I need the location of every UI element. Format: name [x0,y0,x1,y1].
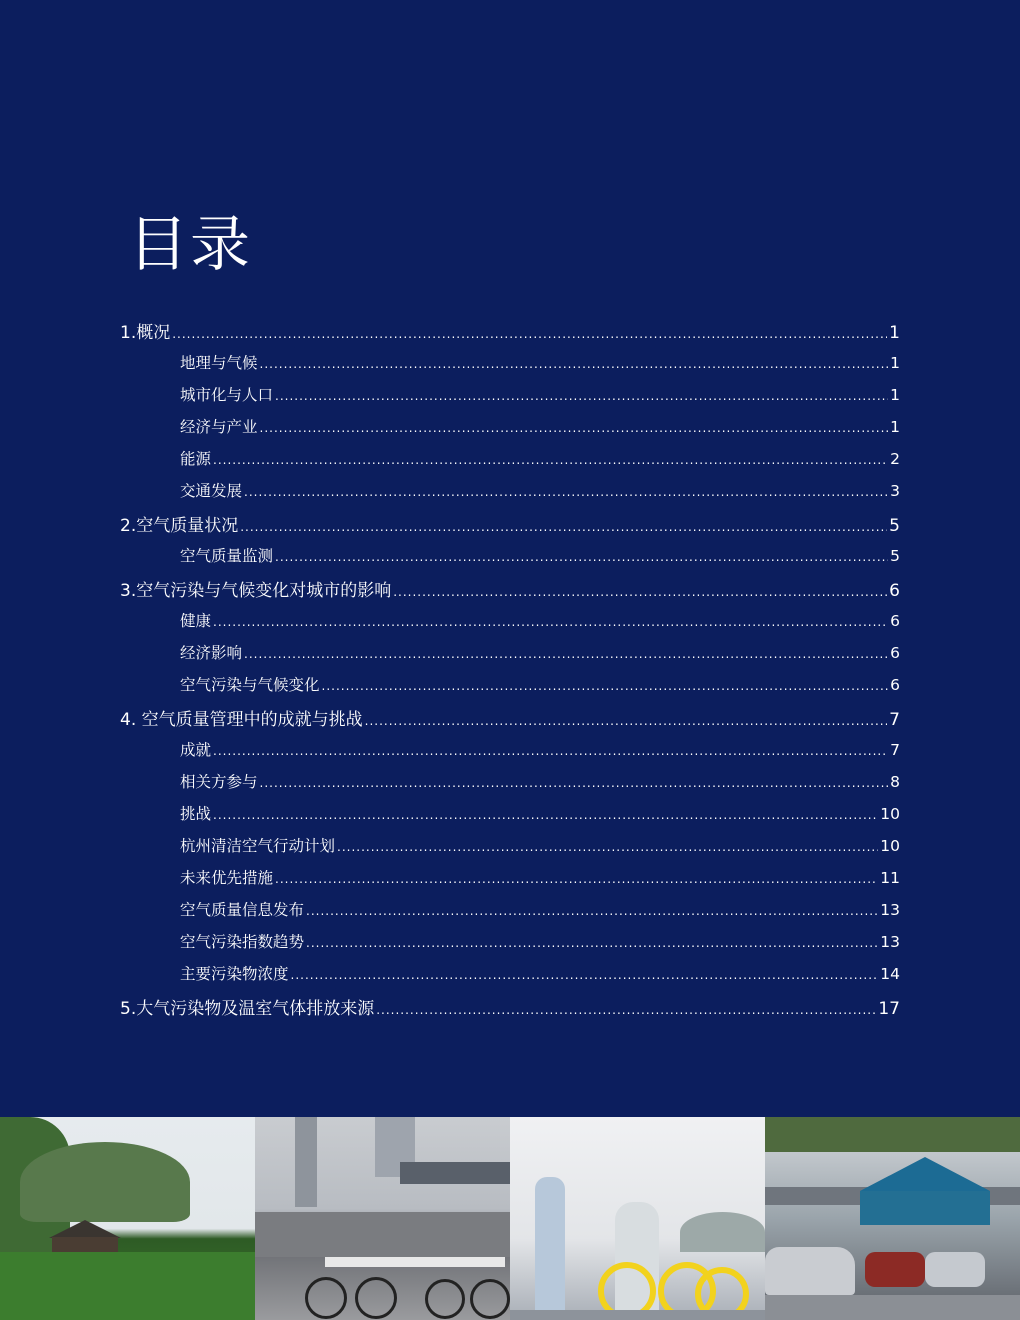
toc-entry[interactable] [120,351,900,383]
toc-dot-leader [260,421,889,435]
toc-entry[interactable] [120,576,900,609]
toc-entry[interactable] [120,511,900,544]
toc-dot-leader [393,585,887,599]
page-title: 目录 [128,210,252,280]
toc-entry-page: 3 [890,482,900,500]
toc-dot-leader [306,936,878,950]
toc-entry-page: 6 [890,612,900,630]
toc-entry-label: 1.概况 [120,323,171,343]
photo-strip [0,1117,1020,1320]
toc-entry-label: 交通发展 [180,482,243,500]
toc-entry-page: 7 [890,741,900,759]
toc-entry[interactable] [120,447,900,479]
toc-entry-page: 5 [890,547,900,565]
toc-entry[interactable] [120,834,900,866]
toc-entry-page: 17 [878,999,900,1019]
toc-entry-page: 1 [889,323,900,343]
toc-entry-label: 能源 [180,450,212,468]
bike-rental-station-photo [765,1117,1020,1320]
toc-entry-label: 主要污染物浓度 [180,965,289,983]
toc-entry-label: 经济与产业 [180,418,258,436]
toc-entry-label: 3.空气污染与气候变化对城市的影响 [120,581,392,601]
toc-dot-leader [213,615,888,629]
toc-entry-label: 健康 [180,612,212,630]
yellow-bicycles-photo [510,1117,765,1320]
lake-pavilion-photo [0,1117,255,1320]
toc-entry[interactable] [120,641,900,673]
toc-entry-label: 杭州清洁空气行动计划 [180,837,336,855]
toc-entry-page: 11 [880,869,900,887]
toc-entry-label: 空气污染与气候变化 [180,676,320,694]
toc-entry-label: 2.空气质量状况 [120,516,239,536]
toc-entry[interactable] [120,930,900,962]
toc-entry-page: 6 [890,676,900,694]
toc-entry[interactable] [120,673,900,705]
toc-entry[interactable] [120,383,900,415]
toc-dot-leader [275,872,878,886]
toc-entry-page: 6 [890,644,900,662]
toc-entry-page: 1 [890,354,900,372]
toc-entry-page: 10 [880,805,900,823]
toc-entry-page: 7 [889,710,900,730]
toc-dot-leader [365,714,888,728]
toc-entry-page: 1 [890,418,900,436]
toc-entry-label: 空气质量信息发布 [180,901,305,919]
toc-entry-label: 空气质量监测 [180,547,274,565]
toc-dot-leader [172,327,887,341]
toc-entry-label: 未来优先措施 [180,869,274,887]
toc-entry-label: 城市化与人口 [180,386,274,404]
toc-dot-leader [291,968,879,982]
toc-entry[interactable] [120,609,900,641]
toc-entry[interactable] [120,770,900,802]
toc-entry[interactable] [120,415,900,447]
toc-entry[interactable] [120,866,900,898]
toc-dot-leader [376,1003,876,1017]
toc-dot-leader [240,520,887,534]
toc-entry-label: 地理与气候 [180,354,258,372]
toc-entry-label: 经济影响 [180,644,243,662]
toc-entry-label: 相关方参与 [180,773,258,791]
toc-entry[interactable] [120,544,900,576]
toc-dot-leader [244,647,888,661]
toc-entry-page: 6 [889,581,900,601]
toc-entry-page: 14 [880,965,900,983]
toc-entry-page: 8 [890,773,900,791]
toc-dot-leader [306,904,878,918]
toc-entry[interactable] [120,898,900,930]
toc-dot-leader [322,679,889,693]
toc-entry[interactable] [120,738,900,770]
toc-entry[interactable] [120,802,900,834]
toc-entry[interactable] [120,705,900,738]
toc-entry-label: 挑战 [180,805,212,823]
toc-entry-label: 4. 空气质量管理中的成就与挑战 [120,710,363,730]
toc-entry-page: 5 [889,516,900,536]
toc-dot-leader [275,389,888,403]
toc-entry[interactable] [120,962,900,994]
toc-entry[interactable] [120,479,900,511]
table-of-contents [120,318,900,1027]
toc-dot-leader [213,453,888,467]
toc-entry-page: 2 [890,450,900,468]
toc-entry[interactable] [120,318,900,351]
toc-entry[interactable] [120,994,900,1027]
toc-dot-leader [260,776,889,790]
toc-entry-label: 5.大气污染物及温室气体排放来源 [120,999,375,1019]
toc-entry-page: 13 [880,901,900,919]
toc-entry-label: 成就 [180,741,212,759]
toc-entry-page: 13 [880,933,900,951]
toc-dot-leader [213,744,888,758]
toc-entry-page: 1 [890,386,900,404]
toc-dot-leader [260,357,889,371]
toc-entry-label: 空气污染指数趋势 [180,933,305,951]
toc-dot-leader [244,485,888,499]
toc-dot-leader [275,550,888,564]
toc-dot-leader [337,840,878,854]
toc-entry-page: 10 [880,837,900,855]
toc-dot-leader [213,808,878,822]
street-cyclists-photo [255,1117,510,1320]
